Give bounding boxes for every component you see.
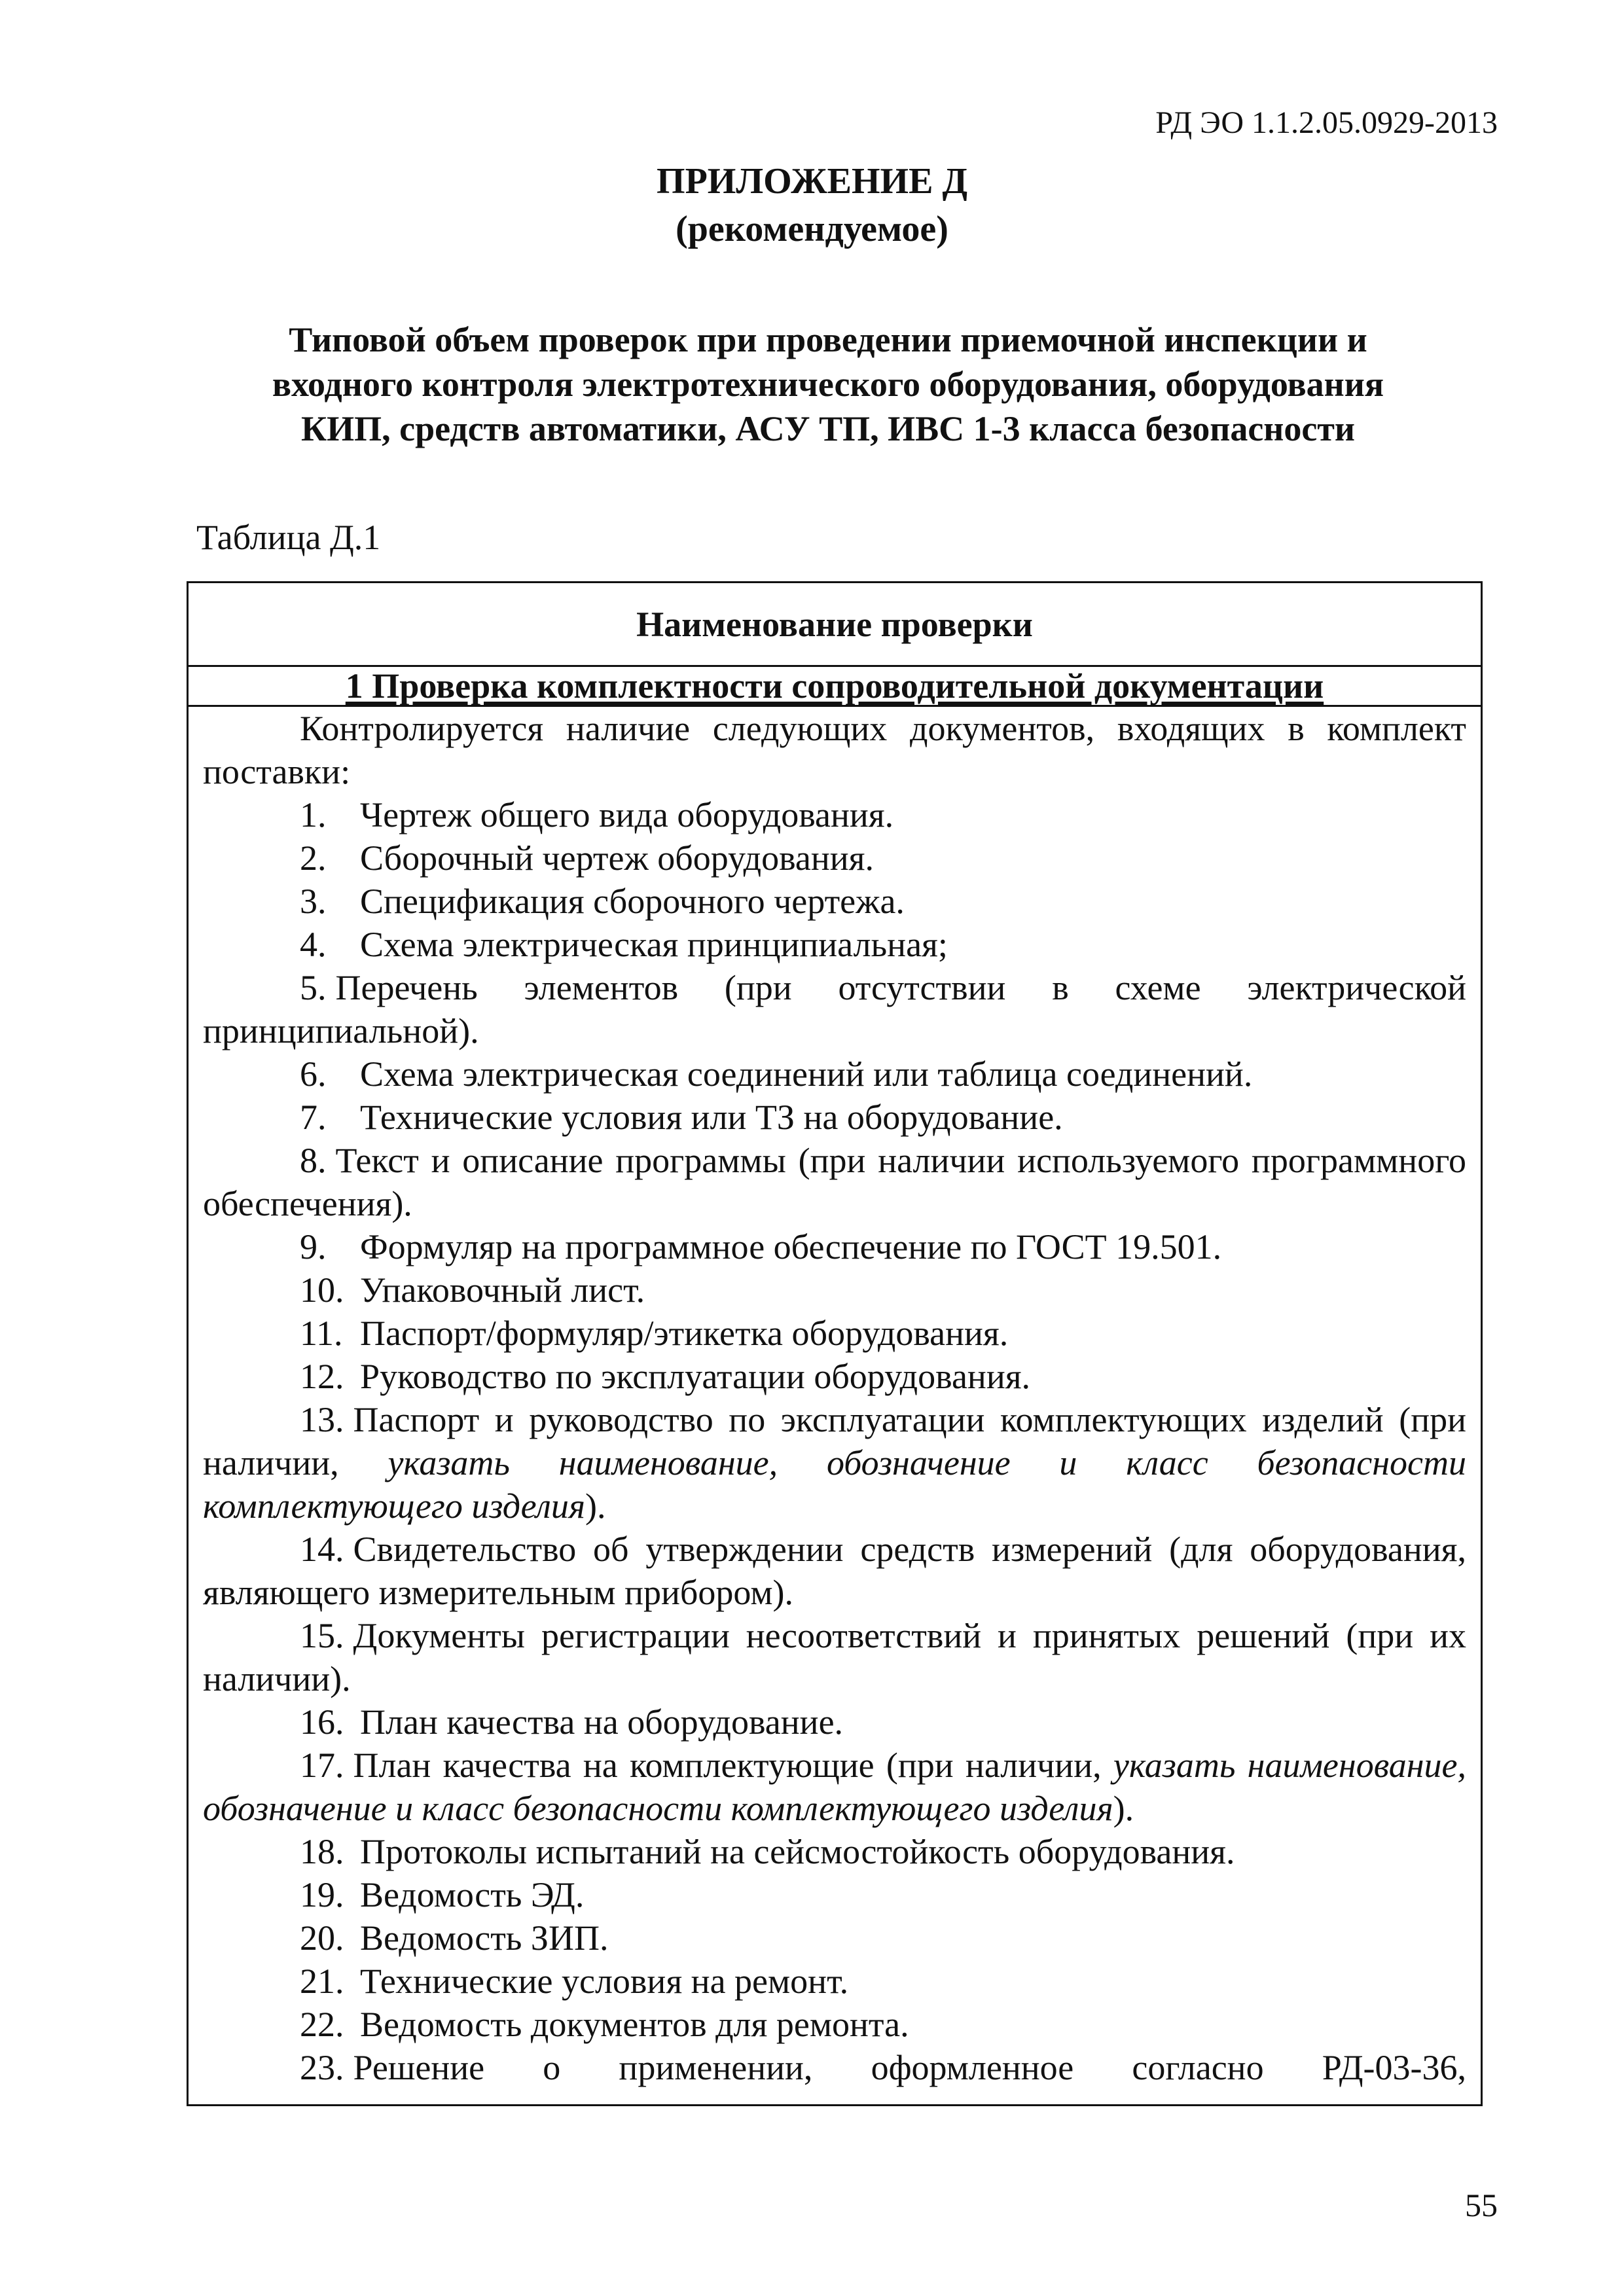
item-number: 18. [300, 1832, 344, 1871]
list-item [203, 1960, 1466, 2003]
list-item [203, 1916, 1466, 1960]
heading-line-1: Типовой объем проверок при проведении приемочной инспекции и [289, 320, 1367, 359]
appendix-title: ПРИЛОЖЕНИЕ Д [657, 161, 967, 202]
item-number: 8. [300, 1141, 327, 1180]
list-item [203, 1312, 1466, 1355]
item-text: Документы регистрации несоответствий и принятых решений (при их наличии). [203, 1616, 1466, 1698]
section-title-text: 1 Проверка комплектности сопроводительной документации [345, 666, 1324, 706]
list-item [203, 1744, 1466, 1830]
item-text: Схема электрическая принципиальная; [360, 925, 948, 964]
item-number: 11. [300, 1314, 343, 1353]
page-number: 55 [1465, 2187, 1498, 2223]
heading-line-3: КИП, средств автоматики, АСУ ТП, ИВС 1-3 класса безопасности [300, 409, 1356, 448]
list-item [203, 1398, 1466, 1528]
list-item [203, 1268, 1466, 1312]
section-title [189, 667, 1481, 707]
item-number: 14. [300, 1530, 344, 1569]
list-item [203, 1052, 1466, 1096]
item-text: Паспорт/формуляр/этикетка оборудования. [360, 1314, 1009, 1353]
item-text: Спецификация сборочного чертежа. [360, 882, 905, 921]
list-item [203, 923, 1466, 966]
list-item [203, 1096, 1466, 1139]
item-text: Технические условия или ТЗ на оборудование. [360, 1098, 1063, 1137]
item-number: 19. [300, 1875, 344, 1914]
item-number: 23. [300, 2048, 344, 2087]
item-number: 5. [300, 968, 327, 1007]
item-text: Протоколы испытаний на сейсмостойкость оборудования. [360, 1832, 1235, 1871]
item-text: Чертеж общего вида оборудования. [360, 795, 894, 834]
item-text: Упаковочный лист. [360, 1270, 645, 1310]
item-number: 15. [300, 1616, 344, 1655]
item-number: 1. [300, 795, 327, 834]
item-tail: ). [585, 1486, 606, 1526]
document-number: РД ЭО 1.1.2.05.0929-2013 [1155, 105, 1498, 140]
item-number: 13. [300, 1400, 344, 1439]
item-number: 12. [300, 1357, 344, 1396]
item-number: 2. [300, 838, 327, 878]
table-header: Наименование проверки [189, 583, 1481, 667]
list-item [203, 1225, 1466, 1268]
item-number: 6. [300, 1054, 327, 1094]
item-text: Паспорт и руководство по эксплуатации комплектующих изделий (при наличии, [203, 1400, 1466, 1482]
item-number: 3. [300, 882, 327, 921]
list-item [203, 1528, 1466, 1614]
item-text: Ведомость ЭД. [360, 1875, 585, 1914]
item-number: 16. [300, 1702, 344, 1742]
item-text: Технические условия на ремонт. [360, 1962, 849, 2001]
section-heading [216, 317, 1440, 451]
list-item [203, 2046, 1466, 2089]
checks-table [187, 581, 1483, 2106]
item-text: Перечень элементов (при отсутствии в схеме электрической принципиальной). [203, 968, 1466, 1050]
list-item [203, 1139, 1466, 1225]
list-item [203, 880, 1466, 923]
item-text: План качества на оборудование. [360, 1702, 844, 1742]
list-item [203, 1830, 1466, 1873]
item-text: Решение о применении, оформленное согласно РД-03-36, [353, 2048, 1466, 2087]
item-text: Ведомость ЗИП. [360, 1918, 609, 1958]
item-text: Текст и описание программы (при наличии используемого программного обеспечения). [203, 1141, 1466, 1223]
item-tail: ). [1113, 1789, 1134, 1828]
appendix-subtitle: (рекомендуемое) [676, 209, 948, 249]
list-item [203, 966, 1466, 1052]
item-number: 17. [300, 1746, 344, 1785]
table-caption: Таблица Д.1 [196, 518, 381, 557]
item-number: 4. [300, 925, 327, 964]
list-item [203, 2003, 1466, 2046]
item-text: План качества на комплектующие (при наличии, [353, 1746, 1102, 1785]
heading-line-2: входного контроля электротехнического оборудования, оборудования [272, 365, 1384, 404]
item-italic-note: указать наименование, обозначение и класс безопасности комплектующего изделия [203, 1443, 1467, 1526]
item-italic-note: указать наименование, обозначение и класс безопасности комплектующего изделия [203, 1746, 1467, 1828]
item-text: Схема электрическая соединений или таблица соединений. [360, 1054, 1253, 1094]
list-item [203, 793, 1466, 836]
item-number: 21. [300, 1962, 344, 2001]
item-text: Формуляр на программное обеспечение по ГОСТ 19.501. [360, 1227, 1222, 1266]
list-item [203, 1614, 1466, 1700]
list-item [203, 1355, 1466, 1398]
intro-text: Контролируется наличие следующих документов, входящих в комплект поставки: [203, 709, 1466, 791]
item-number: 20. [300, 1918, 344, 1958]
list-item [203, 1873, 1466, 1916]
list-item [203, 836, 1466, 880]
item-number: 9. [300, 1227, 327, 1266]
item-number: 7. [300, 1098, 327, 1137]
item-text: Ведомость документов для ремонта. [360, 2005, 909, 2044]
table-body [189, 707, 1481, 2089]
item-text: Руководство по эксплуатации оборудования. [360, 1357, 1031, 1396]
list-item [203, 1700, 1466, 1744]
item-number: 10. [300, 1270, 344, 1310]
item-text: Сборочный чертеж оборудования. [360, 838, 875, 878]
item-number: 22. [300, 2005, 344, 2044]
item-text: Свидетельство об утверждении средств измерений (для оборудования, являющего измерительным прибором). [203, 1530, 1466, 1612]
